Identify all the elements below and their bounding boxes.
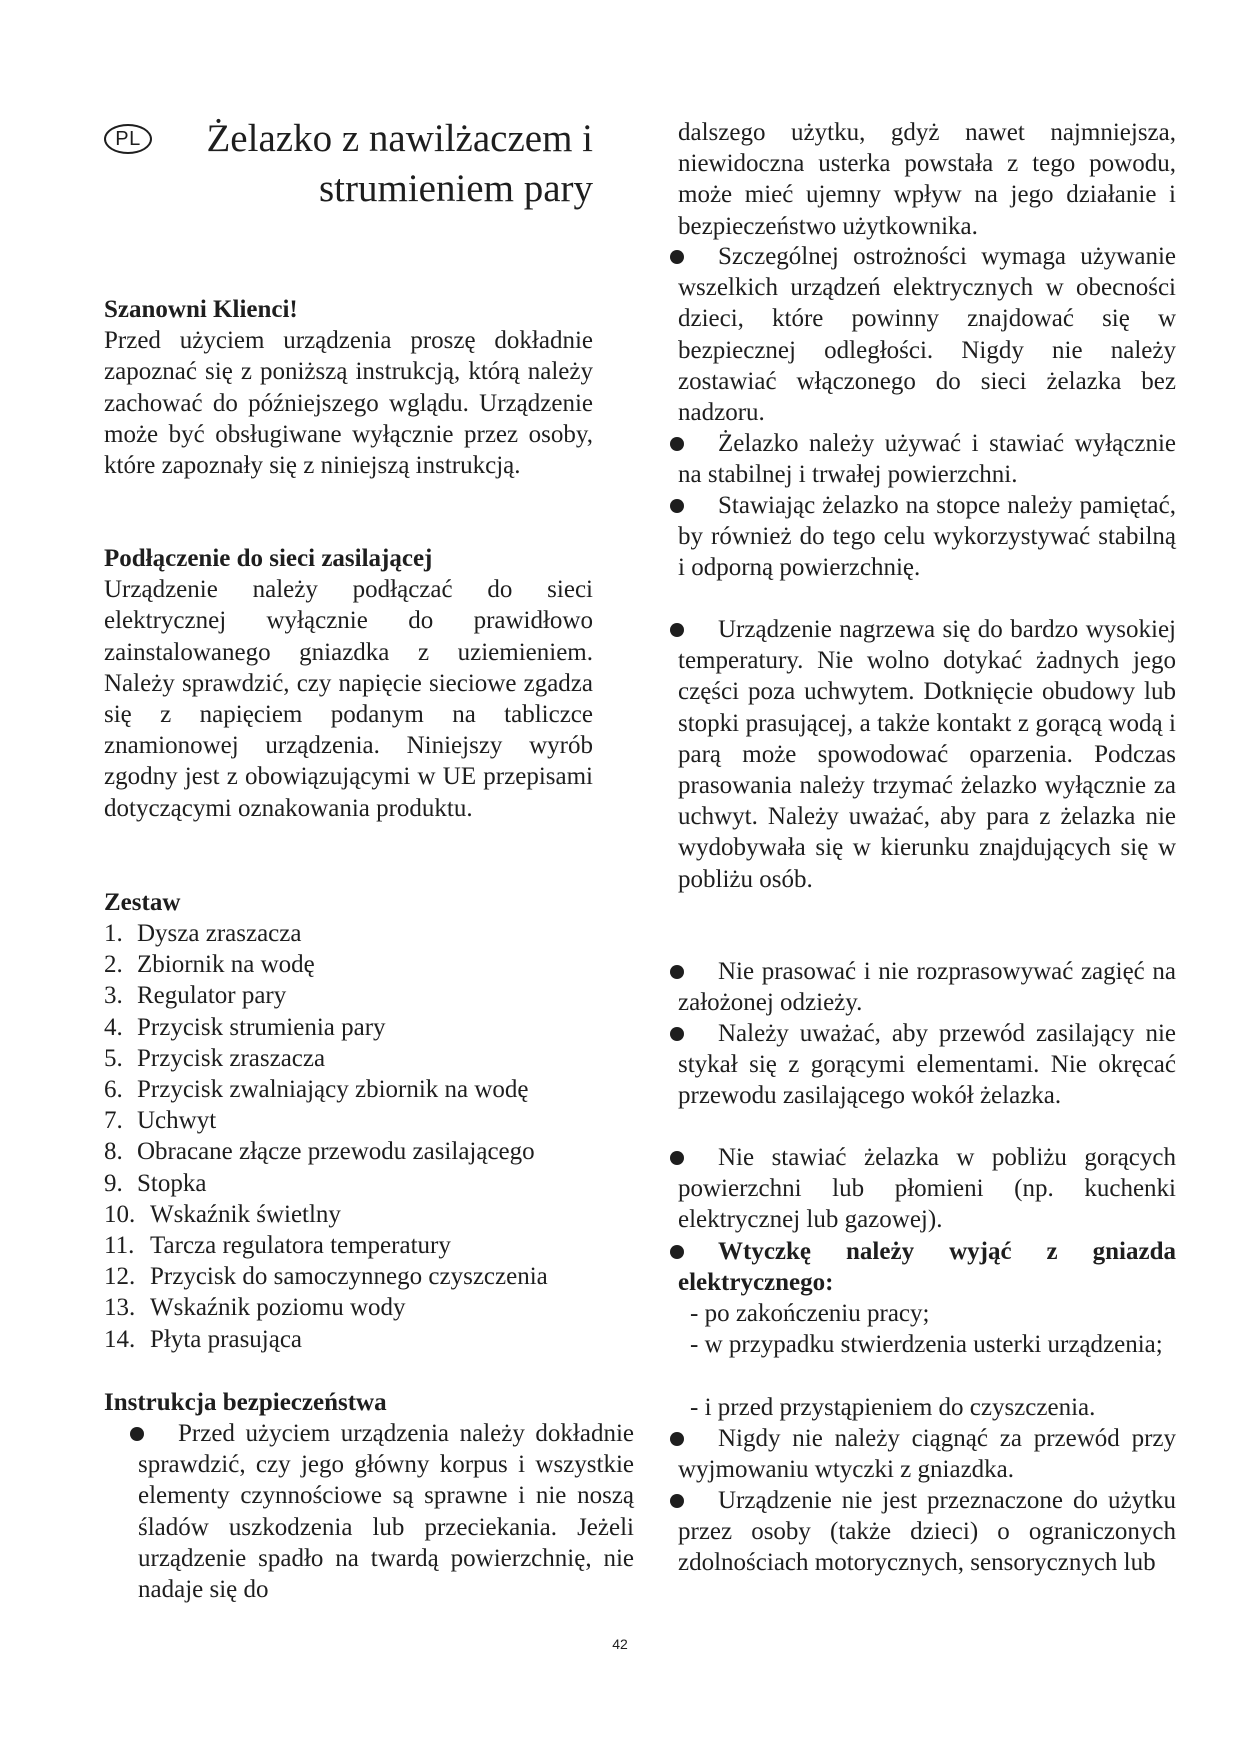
set-list-item-label: Przycisk zwalniający zbiornik na wodę bbox=[137, 1076, 529, 1104]
safety-bullet-8: Nie stawiać żelazka w pobliżu gorących powierzchni lub płomieni (np. kuchenki elektrycznej lub gazowej). bbox=[678, 1142, 1176, 1236]
bullet-icon bbox=[670, 1432, 684, 1446]
language-badge: PL bbox=[104, 124, 152, 154]
power-text: Urządzenie należy podłączać do sieci elektrycznej wyłącznie do prawidłowo zainstalowanego gniazdka z uziemieniem. Należy sprawdzić, czy napięcie sieciowe zgadza się z napięciem podanym na tabliczce znamionowej urządzenia. Niniejszy wyrób zgodny jest z obowiązującymi w UE przepisami dotyczącymi oznakowania produktu. bbox=[104, 576, 593, 822]
set-list-item bbox=[104, 1324, 548, 1355]
set-list-item-number: 5. bbox=[104, 1044, 123, 1072]
safety-bullet-10: Nigdy nie należy ciągnąć za przewód przy wyjmowaniu wtyczki z gniazdka. bbox=[678, 1423, 1176, 1485]
set-list-item bbox=[104, 1136, 548, 1167]
set-list-item-number: 8. bbox=[104, 1138, 123, 1166]
bullet-icon bbox=[670, 250, 684, 264]
bullet-icon bbox=[130, 1427, 144, 1441]
set-list-item-number: 4. bbox=[104, 1013, 123, 1041]
bullet-icon bbox=[670, 965, 684, 979]
bullet-icon bbox=[670, 623, 684, 637]
set-list-item bbox=[104, 918, 548, 949]
set-list-item-number: 1. bbox=[104, 920, 123, 947]
power-heading: Podłączenie do sieci zasilającej bbox=[104, 545, 433, 572]
set-list-item-label: Przycisk zraszacza bbox=[137, 1044, 326, 1072]
set-list-item bbox=[104, 1012, 548, 1043]
set-list-item-label: Przycisk do samoczynnego czyszczenia bbox=[150, 1263, 548, 1291]
set-list-item bbox=[104, 1261, 548, 1292]
intro-section bbox=[104, 294, 593, 481]
intro-text: Przed użyciem urządzenia proszę dokładnie zapoznać się z poniższą instrukcją, którą należy zachować do późniejszego wglądu. Urządzenie może być obsługiwane wyłącznie przez osoby, które zapoznały się z niniejszą instrukcją. bbox=[104, 327, 593, 480]
set-list-item bbox=[104, 1199, 548, 1230]
set-list-item-number: 6. bbox=[104, 1076, 123, 1104]
set-list-item-label: Uchwyt bbox=[137, 1107, 217, 1135]
set-parts-list bbox=[104, 918, 548, 1355]
safety-bullet-9-sub-3: - i przed przystąpieniem do czyszczenia. bbox=[690, 1394, 1096, 1421]
set-list-item-number: 2. bbox=[104, 951, 123, 979]
bullet-icon bbox=[670, 1494, 684, 1508]
bullet-icon bbox=[670, 1027, 684, 1041]
bullet-icon bbox=[670, 499, 684, 513]
set-list-item-label: Wskaźnik poziomu wody bbox=[150, 1294, 406, 1322]
set-list-item bbox=[104, 1105, 548, 1136]
set-list-item-label: Regulator pary bbox=[137, 982, 287, 1010]
safety-heading: Instrukcja bezpieczeństwa bbox=[104, 1389, 387, 1416]
power-section bbox=[104, 543, 593, 824]
safety-bullet-1-text-a: Przed użyciem urządzenia należy dokładnie sprawdzić, czy jego główny korpus i wszystkie elementy czynnościowe są sprawne i nie noszą śladów uszkodzenia lub przeciekania. Jeżeli urządzenie spadło na twardą powierzchnię, nie nadaje się do bbox=[138, 1420, 634, 1604]
set-list-item-number: 7. bbox=[104, 1107, 123, 1135]
set-list-item-number: 3. bbox=[104, 982, 123, 1010]
set-list-item-label: Tarcza regulatora temperatury bbox=[150, 1232, 451, 1260]
safety-bullet-4: Stawiając żelazko na stopce należy pamiętać, by również do tego celu wykorzystywać stabilną i odporną powierzchnię. bbox=[678, 490, 1176, 584]
set-list-item bbox=[104, 1043, 548, 1074]
set-list-item-label: Wskaźnik świetlny bbox=[150, 1200, 341, 1228]
safety-bullet-6: Nie prasować i nie rozprasowywać zagięć na założonej odzieży. bbox=[678, 956, 1176, 1018]
safety-bullet-9-sub-1: - po zakończeniu pracy; bbox=[690, 1300, 930, 1327]
safety-bullet-9: Wtyczkę należy wyjąć z gniazda elektrycznego: bbox=[678, 1236, 1176, 1298]
set-list-item-number: 12. bbox=[104, 1263, 136, 1291]
safety-bullet-2: Szczególnej ostrożności wymaga używanie wszelkich urządzeń elektrycznych w obecności dzieci, które powinny znajdować się w bezpiecznej odległości. Nigdy nie należy zostawiać włączonego do sieci żelazka bez nadzoru. bbox=[678, 241, 1176, 428]
page-title bbox=[205, 114, 593, 214]
set-list-item-number: 13. bbox=[104, 1294, 136, 1322]
page-number: 42 bbox=[612, 1636, 628, 1652]
safety-bullet-5: Urządzenie nagrzewa się do bardzo wysokiej temperatury. Nie wolno dotykać żadnych jego części poza uchwytem. Dotknięcie obudowy lub stopki prasującej, a także kontakt z gorącą wodą i parą może spowodować oparzenia. Podczas prasowania należy trzymać żelazko wyłącznie za uchwyt. Należy uważać, aby para z żelazka nie wydobywała się w kierunku znajdujących się w pobliżu osób. bbox=[678, 614, 1176, 895]
intro-heading: Szanowni Klienci! bbox=[104, 296, 298, 323]
set-list-item bbox=[104, 949, 548, 980]
safety-bullet-3: Żelazko należy używać i stawiać wyłącznie na stabilnej i trwałej powierzchni. bbox=[678, 428, 1176, 490]
set-list-item-number: 10. bbox=[104, 1200, 136, 1228]
safety-bullet-1 bbox=[138, 1418, 634, 1605]
title-line-2: strumieniem pary bbox=[318, 167, 593, 210]
set-list-item bbox=[104, 1230, 548, 1261]
set-list-item bbox=[104, 1074, 548, 1105]
set-list-item-label: Płyta prasująca bbox=[150, 1325, 303, 1353]
set-list-item bbox=[104, 1168, 548, 1199]
set-list-item-label: Zbiornik na wodę bbox=[137, 951, 315, 979]
bullet-icon bbox=[670, 1245, 684, 1259]
set-list-item-number: 11. bbox=[104, 1232, 135, 1260]
safety-bullet-1-continued: dalszego użytku, gdyż nawet najmniejsza, niewidoczna usterka powstała z tego powodu, może mieć ujemny wpływ na jego działanie i bezpieczeństwo użytkownika. bbox=[678, 119, 1176, 240]
bullet-icon bbox=[670, 437, 684, 451]
set-list-item-label: Dysza zraszacza bbox=[137, 920, 302, 947]
set-list-item-number: 9. bbox=[104, 1169, 123, 1197]
safety-bullet-11: Urządzenie nie jest przeznaczone do użytku przez osoby (także dzieci) o ograniczonych zdolnościach motorycznych, sensorycznych lub bbox=[678, 1485, 1176, 1579]
set-heading: Zestaw bbox=[104, 889, 181, 916]
bullet-icon bbox=[670, 1151, 684, 1165]
set-list-item-number: 14. bbox=[104, 1325, 136, 1353]
set-list-item-label: Obracane złącze przewodu zasilającego bbox=[137, 1138, 535, 1166]
title-line-1: Żelazko z nawilżaczem i bbox=[206, 117, 593, 160]
set-list-item-label: Stopka bbox=[137, 1169, 207, 1197]
set-list-item bbox=[104, 980, 548, 1011]
safety-bullet-7: Należy uważać, aby przewód zasilający nie stykał się z gorącymi elementami. Nie okręcać przewodu zasilającego wokół żelazka. bbox=[678, 1018, 1176, 1112]
safety-bullet-9-sub-2: - w przypadku stwierdzenia usterki urządzenia; bbox=[690, 1331, 1163, 1358]
set-list-item bbox=[104, 1292, 548, 1323]
set-list-item-label: Przycisk strumienia pary bbox=[137, 1013, 386, 1041]
